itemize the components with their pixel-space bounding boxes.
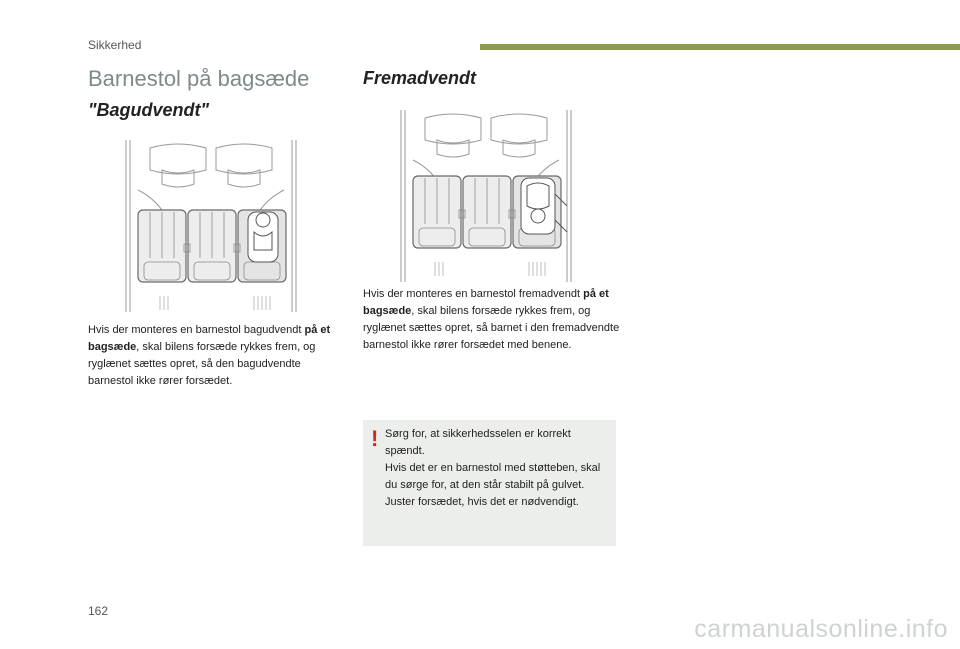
warning-text: Sørg for, at sikkerhedsselen er korrekt spændt. Hvis det er en barnestol med støtteben, skal du sørge for, at den står stabilt på gulvet. Juster forsædet, hvis det er nødvendigt.: [385, 428, 601, 508]
forward-facing-text: Hvis der monteres en barnestol fremadvendt på et bagsæde, skal bilens forsæde rykkes frem, og ryglænet sættes opret, så barnet i den fremadvendte barnestol ikke rører forsædet med benene.: [363, 288, 620, 351]
warning-exclamation-icon: !: [371, 426, 379, 451]
rear-facing-text: Hvis der monteres en barnestol bagudvendt på et bagsæde, skal bilens forsæde rykkes frem, og ryglænet sættes opret, så den bagudvendte barnestol ikke rører forsædet.: [88, 324, 331, 387]
section-accent-bar: [480, 44, 960, 50]
page-title: Barnestol på bagsæde: [88, 66, 310, 91]
rear-facing-heading: "Bagudvendt": [88, 100, 210, 120]
forward-facing-heading: Fremadvendt: [363, 68, 477, 88]
rear-facing-seat-illustration: [120, 140, 302, 312]
warning-notice: [363, 420, 616, 546]
watermark: carmanualsonline.info: [694, 615, 948, 643]
forward-facing-seat-illustration: [395, 110, 577, 282]
section-label: Sikkerhed: [88, 38, 142, 52]
page-number: 162: [88, 604, 109, 618]
